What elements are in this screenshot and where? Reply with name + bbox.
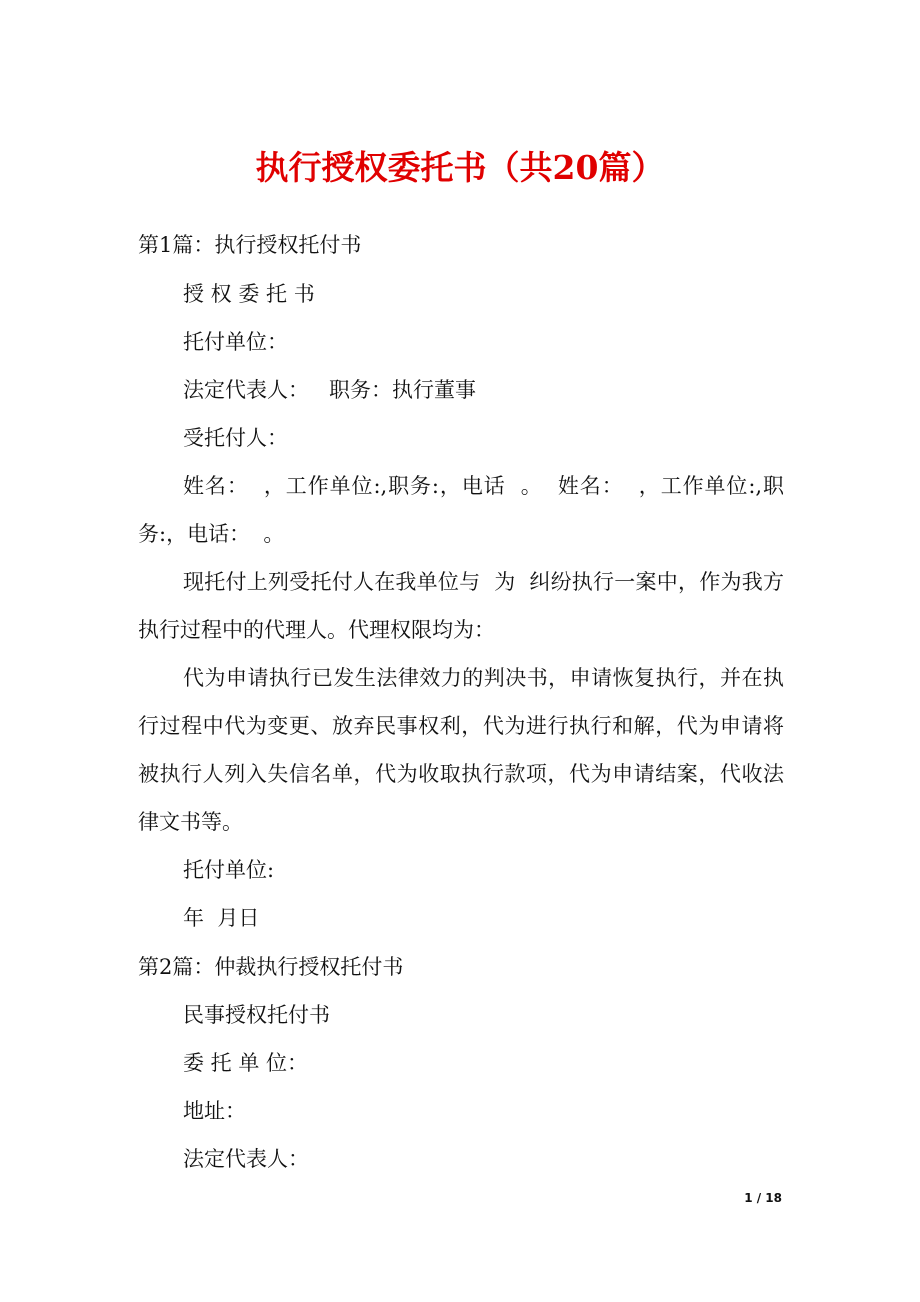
section-1-heading: 第1篇：执行授权托付书	[138, 233, 362, 257]
section-2-address: 地址：	[183, 1099, 246, 1123]
page-number: 1 / 18	[744, 1191, 782, 1205]
powers-paragraph: 代为申请执行已发生法律效力的判决书，申请恢复执行，并在执行过程中代为变更、放弃民事权利，代为进行执行和解，代为申请将被执行人列入失信名单，代为收取执行款项，代为申请结案，代收法律文书等。	[138, 666, 784, 834]
trustee-label: 受托付人：	[183, 426, 288, 450]
date-line: 年 月日	[183, 906, 260, 930]
document-title: 执行授权委托书（共20篇）	[255, 148, 665, 187]
authorization-paragraph: 现托付上列受托付人在我单位与 为 纠纷执行一案中，作为我方执行过程中的代理人。代理权限均为：	[138, 570, 784, 642]
sign-unit-label: 托付单位:	[183, 858, 275, 882]
section-2-legal-representative: 法定代表人：	[183, 1147, 309, 1171]
section-2-heading: 第2篇：仲裁执行授权托付书	[138, 955, 404, 979]
entrust-unit-label: 托付单位：	[183, 330, 288, 354]
section-2-doc-title: 民事授权托付书	[183, 1003, 330, 1027]
section-2-entrust-unit: 委 托 单 位：	[183, 1051, 309, 1075]
legal-representative-line: 法定代表人： 职务：执行董事	[183, 378, 477, 402]
section-1-doc-title: 授 权 委 托 书	[183, 282, 315, 306]
trustee-info-paragraph: 姓名： ，工作单位:,职务:，电话 。 姓名： ，工作单位:,职务:，电话： 。	[138, 474, 784, 546]
